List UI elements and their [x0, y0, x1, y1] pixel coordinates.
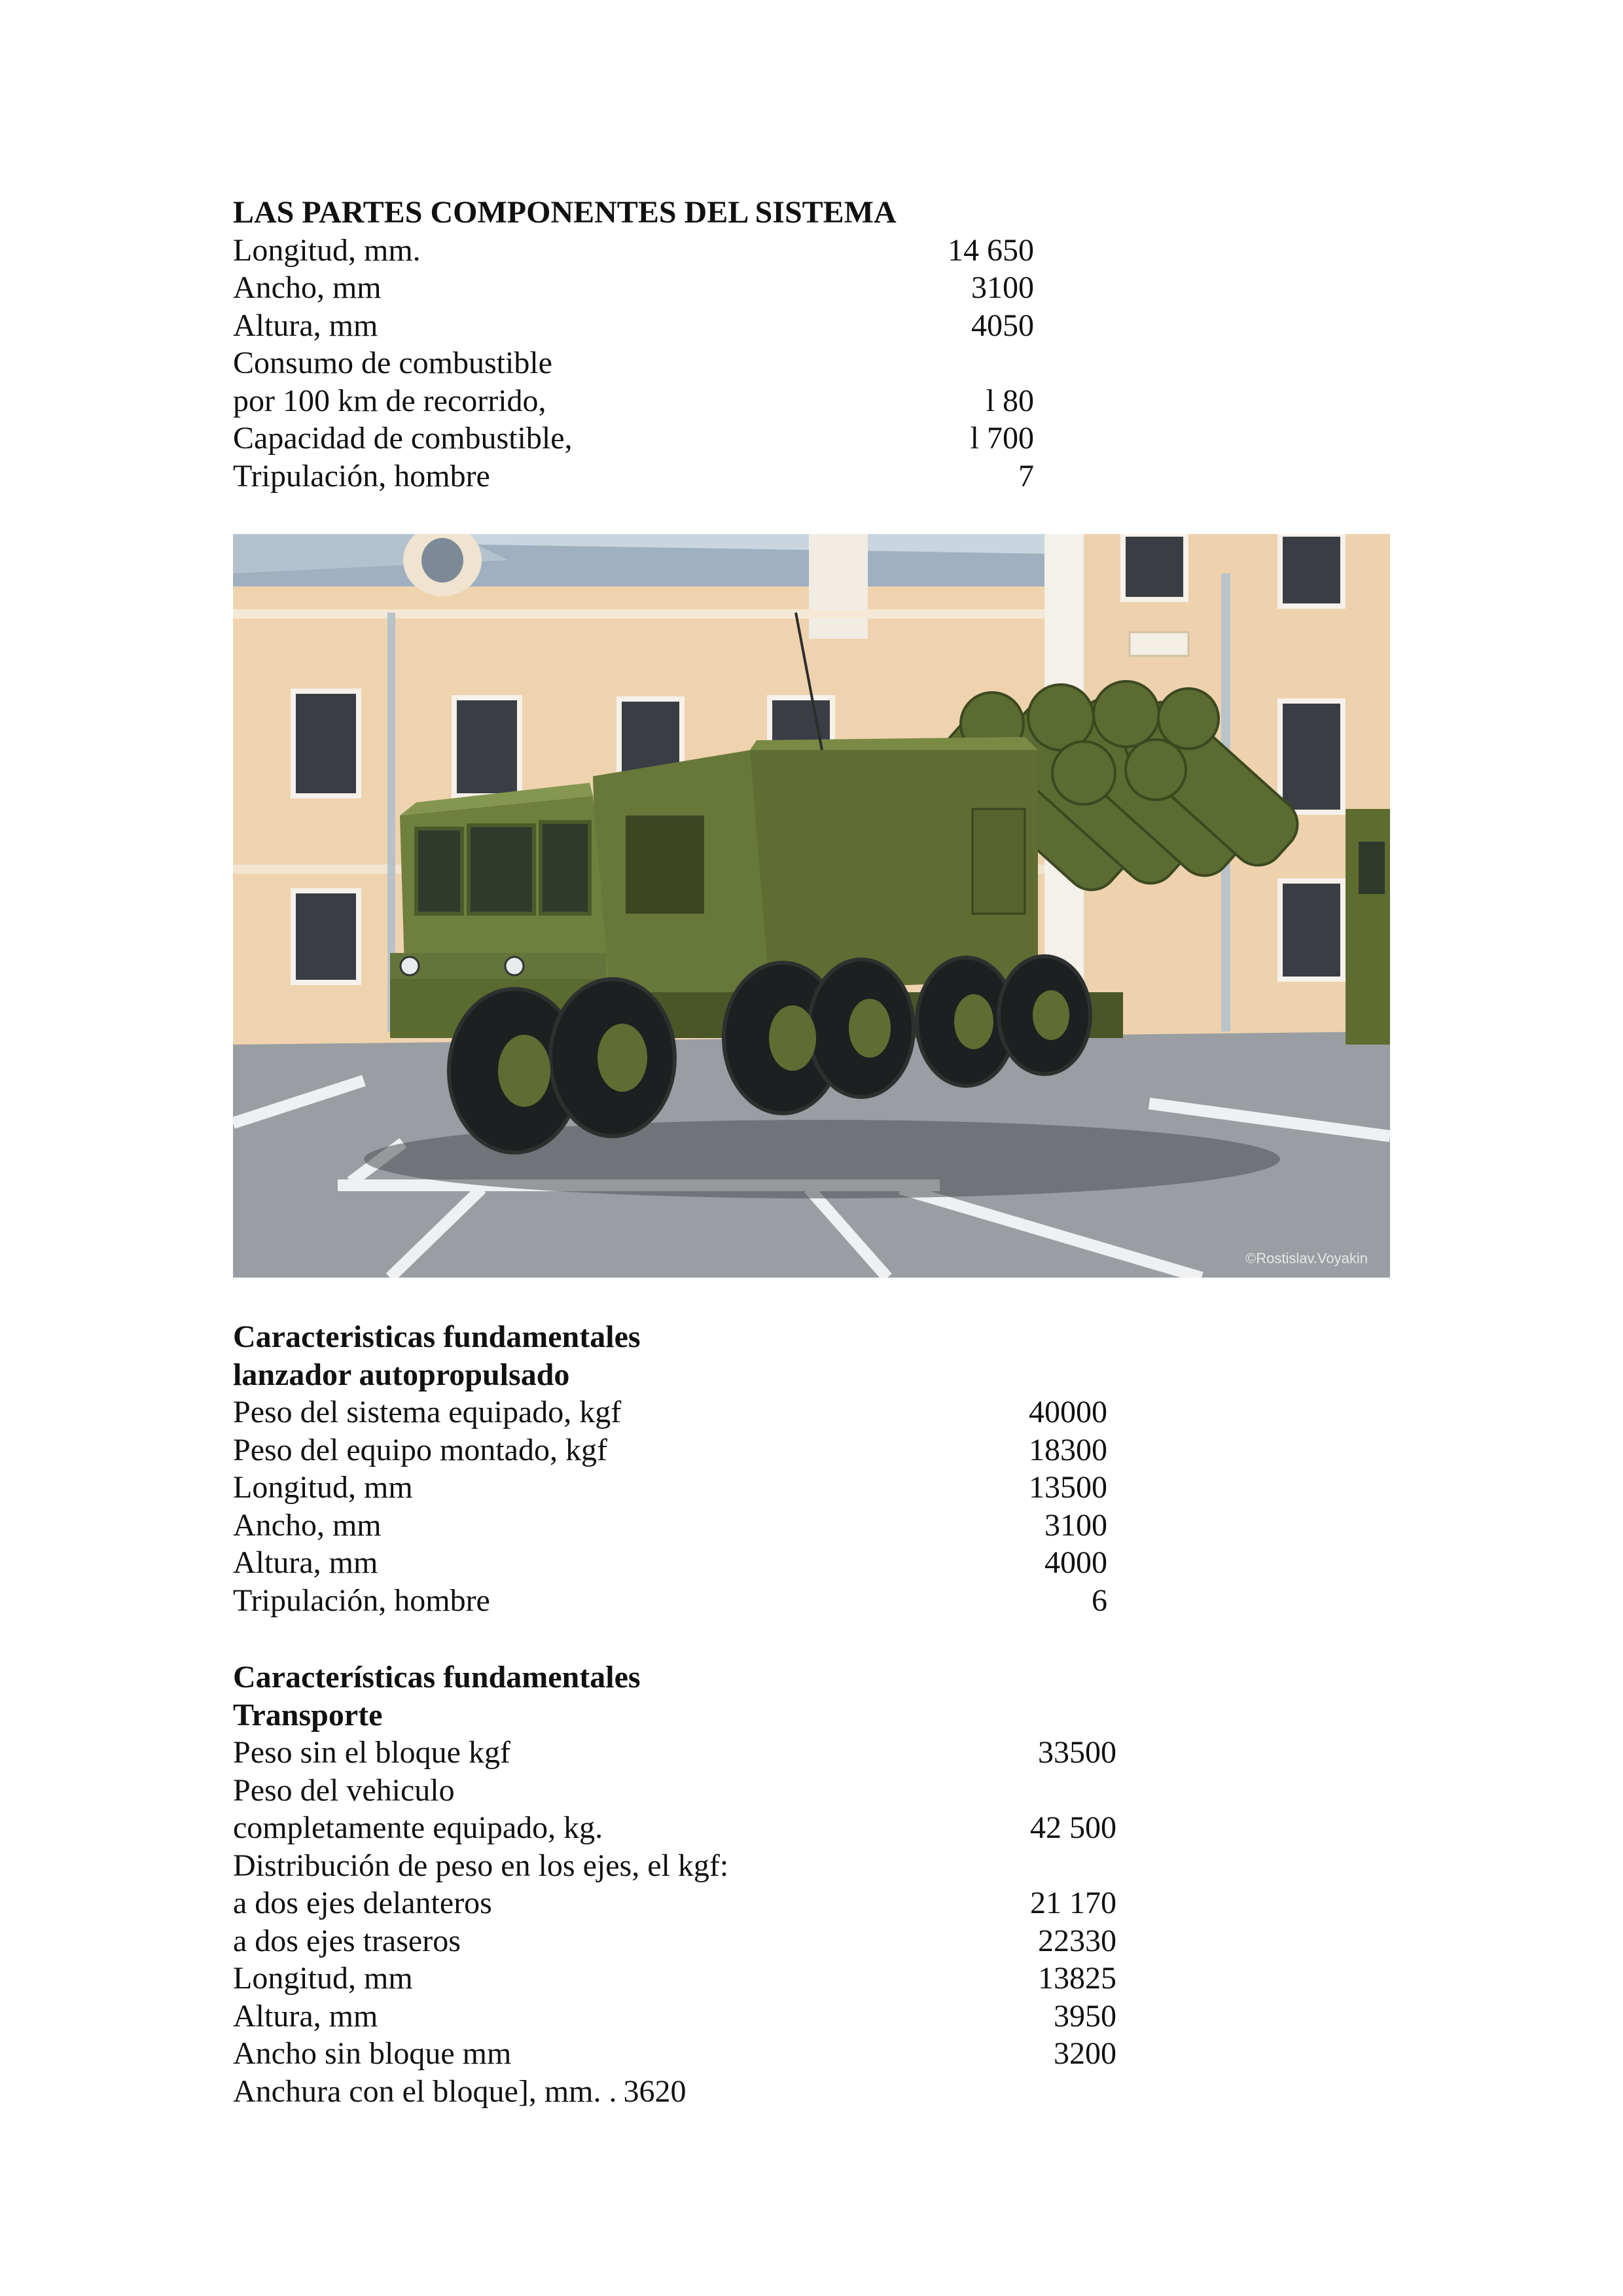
section-title: Características fundamentales	[233, 1660, 641, 1695]
launcher-characteristics-section	[233, 1318, 1107, 1619]
spec-row: Altura, mm 4000	[233, 1545, 1107, 1580]
spec-row: Anchura con el bloque], mm. . 3620	[233, 2073, 687, 2109]
spec-row: Peso sin el bloque kgf 33500	[233, 1735, 1116, 1770]
section-subtitle: lanzador autopropulsado	[233, 1357, 570, 1392]
spec-row: Longitud, mm 13500	[233, 1470, 1107, 1505]
spec-row: Distribución de peso en los ejes, el kgf:	[233, 1848, 729, 1883]
spec-row: Tripulación, hombre 7	[233, 458, 1034, 493]
spec-row: a dos ejes traseros 22330	[233, 1923, 1116, 1958]
spec-row: Peso del vehiculo	[233, 1772, 455, 1808]
section-subtitle: Transporte	[233, 1697, 383, 1732]
photo-watermark: ©Rostislav.Voyakin	[1245, 1250, 1368, 1266]
spec-row: por 100 km de recorrido, l 80	[233, 383, 1034, 418]
missile-launcher-photo	[233, 534, 1390, 1278]
spec-row: Altura, mm 4050	[233, 308, 1034, 343]
spec-row: Capacidad de combustible, l 700	[233, 421, 1034, 456]
spec-row: completamente equipado, kg. 42 500	[233, 1810, 1116, 1845]
spec-row: Tripulación, hombre 6	[233, 1583, 1107, 1618]
system-components-section	[233, 194, 1084, 495]
spec-row: a dos ejes delanteros 21 170	[233, 1886, 1116, 1920]
spec-row: Peso del equipo montado, kgf 18300	[233, 1432, 1107, 1467]
section-title: LAS PARTES COMPONENTES DEL SISTEMA	[233, 195, 897, 230]
spec-row: Ancho, mm 3100	[233, 1507, 1107, 1543]
spec-row: Ancho sin bloque mm 3200	[233, 2036, 1116, 2071]
section-title: Caracteristicas fundamentales	[233, 1319, 641, 1354]
spec-row: Ancho, mm 3100	[233, 270, 1034, 305]
spec-row: Longitud, mm 13825	[233, 1961, 1116, 1996]
transport-characteristics-section	[233, 1659, 1116, 2110]
spec-row: Longitud, mm. 14 650	[233, 232, 1034, 268]
spec-row: Altura, mm 3950	[233, 1998, 1116, 2034]
spec-row: Peso del sistema equipado, kgf 40000	[233, 1395, 1107, 1429]
spec-row: Consumo de combustible	[233, 346, 552, 380]
